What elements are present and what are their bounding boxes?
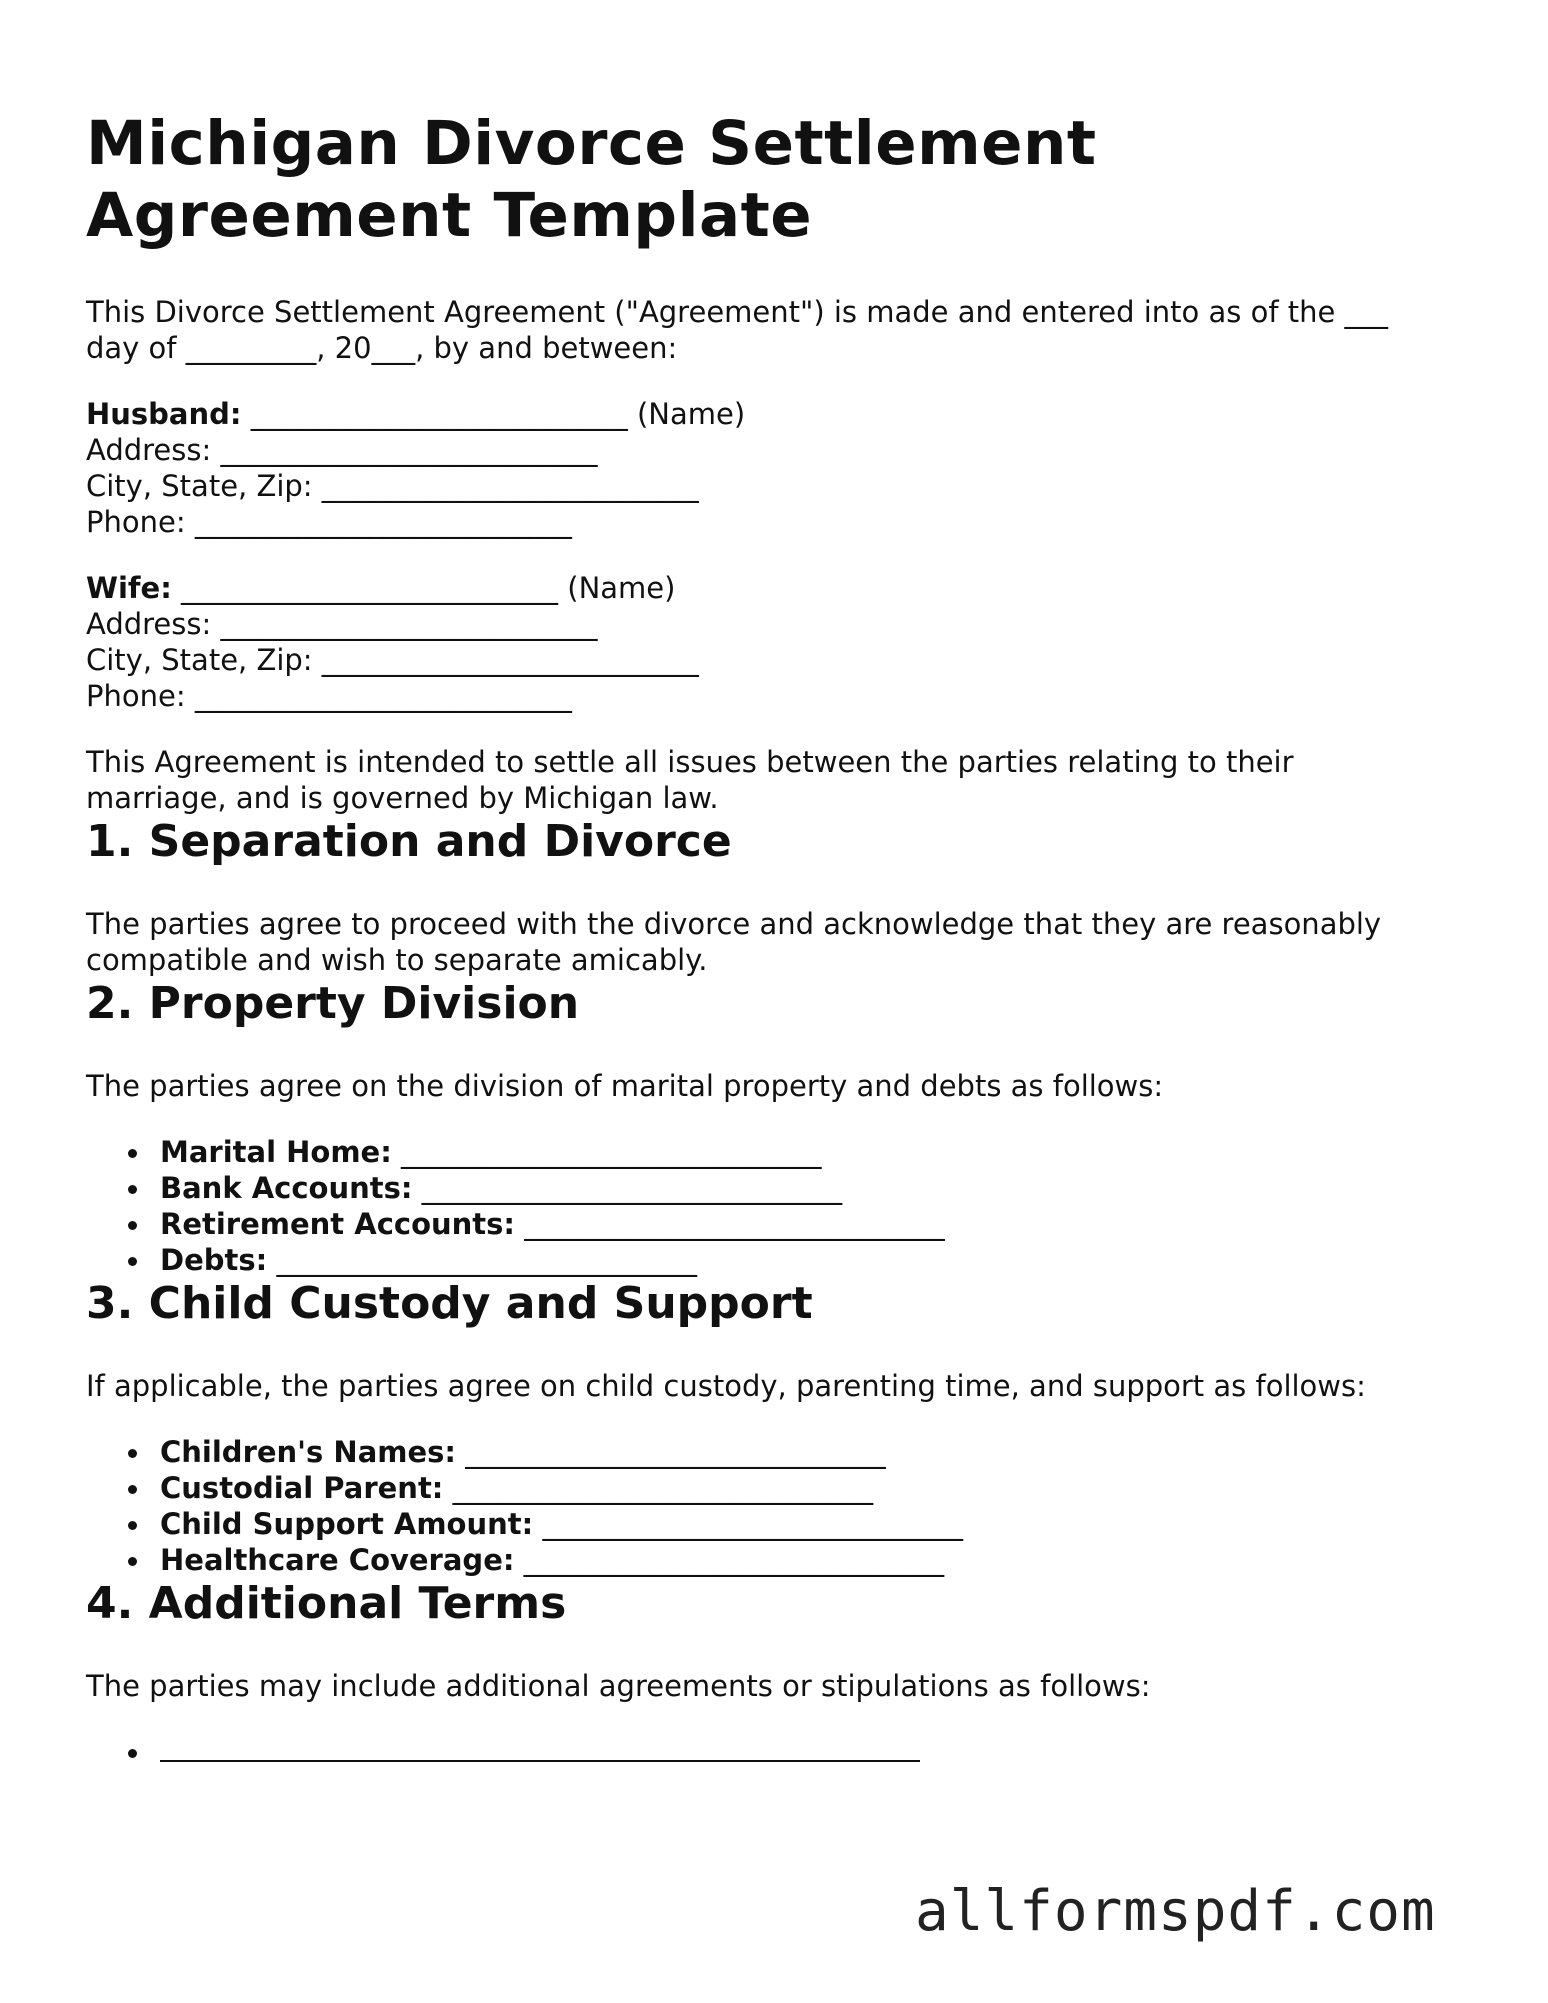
child-support-amount-field[interactable]: _____________________________ [533,1507,963,1541]
list-item [160,1206,1466,1242]
husband-city-field[interactable]: City, State, Zip: __________________________ [86,469,699,503]
list-item [160,1434,1466,1470]
bank-accounts-field[interactable]: _____________________________ [412,1171,843,1205]
custodial-parent-field[interactable]: _____________________________ [443,1471,874,1505]
section-body-additional: The parties may include additional agreements or stipulations as follows: [86,1669,1151,1703]
custody-item-label: Custodial Parent: [160,1471,444,1505]
wife-phone-field[interactable]: Phone: __________________________ [86,679,572,713]
title-line-1: Michigan Divorce Settlement [86,108,1097,179]
section-heading-property: 2. Property Division [86,978,580,1029]
separation-line-1: The parties agree to proceed with the divorce and acknowledge that they are reasonably [86,907,1382,941]
list-item [160,1134,1466,1170]
watermark: allformspdf.com [915,1879,1436,1944]
property-item-label: Debts: [160,1243,268,1277]
additional-terms-list [86,1734,1466,1770]
husband-name-row [86,396,1466,432]
wife-label: Wife: [86,571,172,605]
intro-paragraph [86,294,1466,366]
list-item [160,1506,1466,1542]
list-item [160,1242,1466,1278]
list-item [160,1170,1466,1206]
list-item [160,1542,1466,1578]
section-heading-custody: 3. Child Custody and Support [86,1278,813,1329]
intro-line-2: day of _________, 20___, by and between: [86,331,678,365]
intro-line-1: This Divorce Settlement Agreement ("Agreement") is made and entered into as of the ___ [86,295,1389,329]
husband-name-field[interactable]: __________________________ (Name) [241,397,746,431]
section-body-separation [86,906,1466,978]
marital-home-field[interactable]: _____________________________ [391,1135,822,1169]
property-list [86,1134,1466,1278]
purpose-line-1: This Agreement is intended to settle all issues between the parties relating to their [86,745,1294,779]
wife-name-row [86,570,1466,606]
husband-label: Husband: [86,397,242,431]
childrens-names-field[interactable]: _____________________________ [456,1435,886,1469]
list-item [160,1734,1466,1770]
document-page [86,108,1466,1770]
wife-block [86,570,1466,714]
property-item-label: Retirement Accounts: [160,1207,516,1241]
section-body-custody: If applicable, the parties agree on child custody, parenting time, and support as follows: [86,1369,1366,1403]
list-item [160,1470,1466,1506]
wife-address-field[interactable]: Address: __________________________ [86,607,598,641]
wife-city-field[interactable]: City, State, Zip: __________________________ [86,643,699,677]
debts-field[interactable]: _____________________________ [267,1243,697,1277]
wife-name-field[interactable]: __________________________ (Name) [171,571,676,605]
section-heading-separation: 1. Separation and Divorce [86,816,732,867]
custody-item-label: Child Support Amount: [160,1507,534,1541]
document-title [86,108,1466,252]
custody-list [86,1434,1466,1578]
purpose-line-2: marriage, and is governed by Michigan law. [86,781,719,815]
section-body-property: The parties agree on the division of marital property and debts as follows: [86,1069,1164,1103]
husband-address-field[interactable]: Address: __________________________ [86,433,598,467]
custody-item-label: Healthcare Coverage: [160,1543,515,1577]
separation-line-2: compatible and wish to separate amicably. [86,943,708,977]
husband-phone-field[interactable]: Phone: __________________________ [86,505,572,539]
section-heading-additional: 4. Additional Terms [86,1578,567,1629]
retirement-accounts-field[interactable]: _____________________________ [515,1207,945,1241]
husband-block [86,396,1466,540]
property-item-label: Bank Accounts: [160,1171,413,1205]
custody-item-label: Children's Names: [160,1435,457,1469]
healthcare-coverage-field[interactable]: _____________________________ [514,1543,945,1577]
purpose-paragraph [86,744,1466,816]
title-line-2: Agreement Template [86,180,813,251]
property-item-label: Marital Home: [160,1135,392,1169]
additional-term-field[interactable] [160,1734,920,1762]
